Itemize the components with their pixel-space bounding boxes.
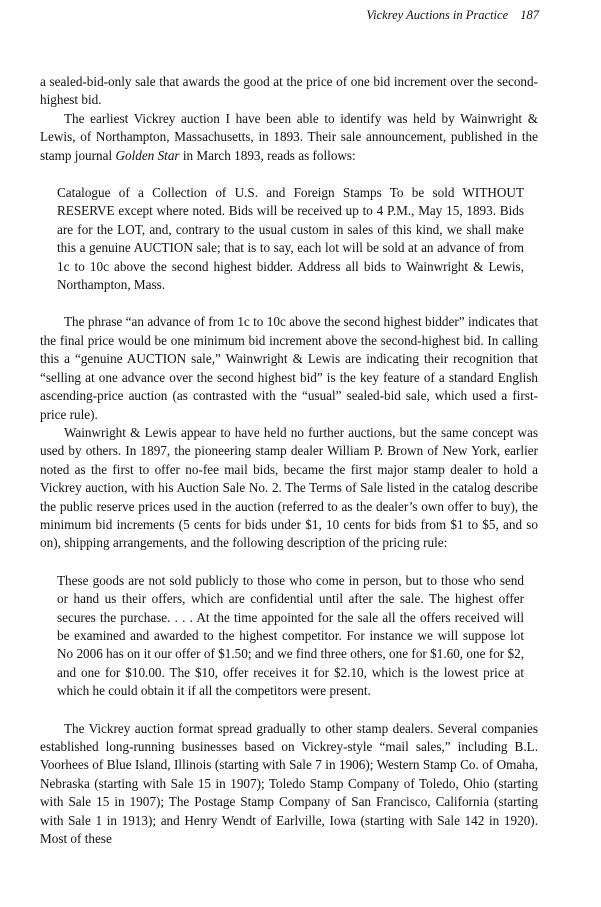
quotation-terms-of-sale: These goods are not sold publicly to those who come in person, but to those who send or hand us their offers, which are confidential until after the sale. The highest offer secures the purchase. . . . At the time appointed for the sale all the offers received will be examined and awarded to the highest competitor. For instance we will suppose lot No 2006 has on it our offer of $1.50; and we find three others, one for $1.60, one for $2, and one for $10.00. The $10, offer receives it for $2.10, which is the lowest price at which he could obtain it if all the competitors were present. — [57, 572, 524, 699]
paragraph-format-spread: The Vickrey auction format spread gradually to other stamp dealers. Several companies established long-running businesses based on Vickrey-style “mail sales,” including B.L. Voorhees of Blue Island, Illinois (starting with Sale 7 in 1906); Western Stamp Co. of Omaha, Nebraska (starting with Sale 15 in 1907); Toledo Stamp Company of Toledo, Ohio (starting with Sale 15 in 1907); The Postage Stamp Company of San Francisco, California (starting with Sale 1 in 1913); and Henry Wendt of Earlville, Iowa (starting with Sale 142 in 1920). Most of these — [40, 720, 538, 847]
running-head-title: Vickrey Auctions in Practice — [366, 8, 509, 22]
paragraph-wainwright-lewis: Wainwright & Lewis appear to have held no further auctions, but the same concept was used by others. In 1897, the pioneering stamp dealer William P. Brown of New York, earlier noted as the first to offer no-fee mail bids, became the first major stamp dealer to hold a Vickrey auction, with his Auction Sale No. 2. The Terms of Sale listed in the catalog describe the public reserve prices used in the auction (referred to as the dealer’s own offer to buy), the minimum bid increments (5 cents for bids under $1, 10 cents for bids from $1 to $5, and so on), shipping arrangements, and the following description of the pricing rule: — [40, 424, 538, 551]
paragraph-continued: a sealed-bid-only sale that awards the good at the price of one bid increment over the second-highest bid. — [40, 74, 538, 108]
body-text — [40, 73, 538, 848]
paragraph-text: in March 1893, reads as follows: — [179, 147, 356, 163]
paragraph-phrase-analysis: The phrase “an advance of from 1c to 10c above the second highest bidder” indicates that the final price would be one minimum bid increment above the second-highest bid. In calling this a “genuine AUCTION sale,” Wainwright & Lewis are indicating their recognition that “selling at one advance over the second highest bid” is the key feature of a standard English ascending-price auction (as contrasted with the “usual” sealed-bid sale, which used a first-price rule). — [40, 314, 538, 422]
page-number: 187 — [520, 8, 539, 22]
paragraph-text: The earliest Vickrey auction I have been able to identify was held by Wainwright & Lewis, of Northampton, Massachusetts, in 1893. Their sale announcement, published in the stamp journal — [40, 110, 538, 163]
quotation-sale-announcement: Catalogue of a Collection of U.S. and Foreign Stamps To be sold WITHOUT RESERVE except where noted. Bids will be received up to 4 P.M., May 15, 1893. Bids are for the LOT, and, contrary to the usual custom in sales of this kind, we shall make this a genuine AUCTION sale; that is to say, each lot will be sold at an advance of from 1c to 10c above the second highest bidder. Address all bids to Wainwright & Lewis, Northampton, Mass. — [57, 185, 524, 293]
running-head — [366, 8, 539, 23]
journal-title: Golden Star — [115, 147, 180, 163]
paragraph-earliest-auction — [40, 110, 538, 165]
